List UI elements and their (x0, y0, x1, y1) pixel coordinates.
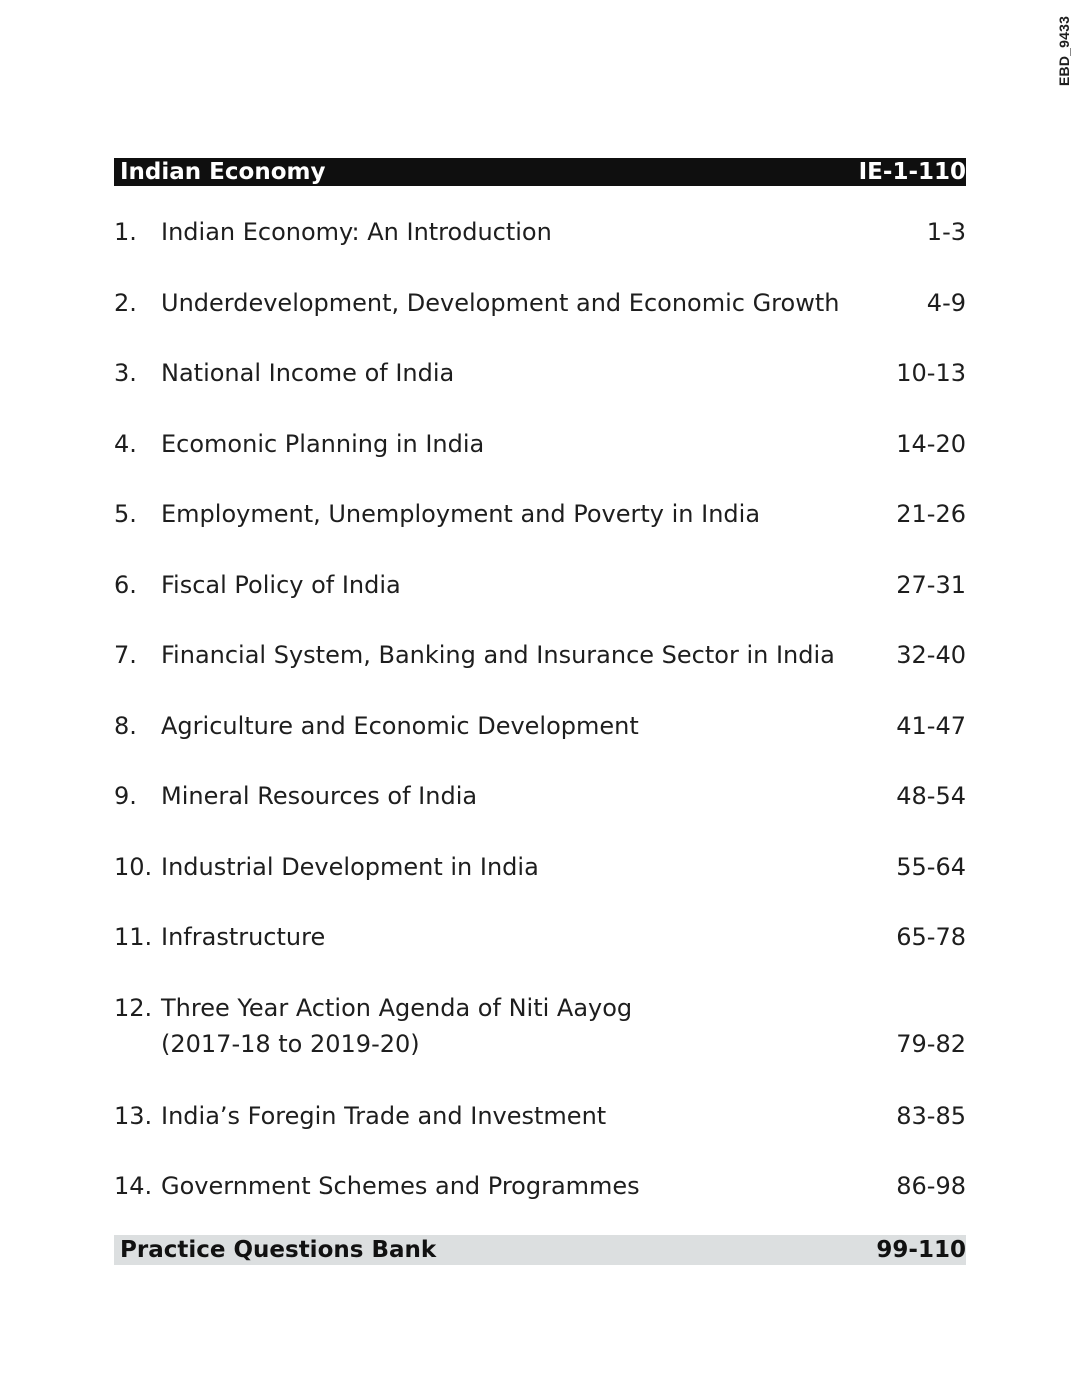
toc-entry-14[interactable] (114, 1168, 966, 1239)
table-of-contents (114, 214, 966, 1239)
section-header (114, 158, 966, 186)
chapter-pages: 14-20 (896, 429, 966, 458)
toc-entry-11[interactable] (114, 919, 966, 990)
footer-title: Practice Questions Bank (120, 1237, 437, 1263)
chapter-number: 2. (114, 288, 137, 317)
chapter-pages: 10-13 (896, 359, 966, 387)
chapter-number: 3. (114, 359, 137, 387)
chapter-number: 14. (114, 1172, 153, 1200)
toc-entry-4[interactable] (114, 426, 966, 497)
chapter-pages: 1-3 (926, 218, 966, 246)
practice-questions-bar[interactable] (114, 1235, 966, 1265)
chapter-number: 1. (114, 218, 137, 246)
section-pages: IE-1-110 (858, 159, 966, 185)
toc-entry-9[interactable] (114, 778, 966, 849)
document-code: EBD_9433 (1056, 15, 1072, 86)
chapter-title: Financial System, Banking and Insurance Sector in India (161, 641, 835, 669)
toc-entry-2[interactable] (114, 285, 966, 356)
chapter-title-line2: (2017-18 to 2019-20) (161, 1029, 420, 1058)
chapter-pages: 48-54 (896, 782, 966, 810)
chapter-number: 11. (114, 923, 153, 951)
chapter-title: National Income of India (161, 359, 455, 387)
chapter-title: Government Schemes and Programmes (161, 1172, 640, 1200)
chapter-title-block (161, 990, 966, 1062)
chapter-pages: 41-47 (896, 711, 966, 740)
chapter-number: 7. (114, 641, 137, 669)
chapter-title: Agriculture and Economic Development (161, 711, 639, 740)
toc-entry-8[interactable] (114, 708, 966, 779)
toc-entry-3[interactable] (114, 355, 966, 426)
chapter-pages: 32-40 (896, 641, 966, 669)
chapter-number: 9. (114, 782, 137, 810)
chapter-title: Underdevelopment, Development and Economic Growth (161, 288, 840, 317)
chapter-title: Infrastructure (161, 923, 326, 951)
chapter-title: Employment, Unemployment and Poverty in India (161, 500, 761, 528)
chapter-pages: 86-98 (896, 1172, 966, 1200)
toc-entry-10[interactable] (114, 849, 966, 920)
toc-entry-13[interactable] (114, 1098, 966, 1169)
chapter-title: Mineral Resources of India (161, 782, 478, 810)
chapter-title: Indian Economy: An Introduction (161, 218, 552, 246)
chapter-pages: 65-78 (896, 923, 966, 951)
toc-entry-12[interactable] (114, 990, 966, 1098)
chapter-title: Ecomonic Planning in India (161, 429, 485, 458)
chapter-title: Three Year Action Agenda of Niti Aayog (161, 993, 633, 1022)
chapter-title: Industrial Development in India (161, 852, 539, 881)
toc-entry-6[interactable] (114, 567, 966, 638)
chapter-pages: 27-31 (896, 570, 966, 599)
chapter-number: 4. (114, 429, 137, 458)
chapter-number: 5. (114, 500, 137, 528)
chapter-number: 12. (114, 993, 153, 1022)
chapter-number: 8. (114, 711, 137, 740)
chapter-title: India’s Foregin Trade and Investment (161, 1101, 607, 1130)
toc-entry-7[interactable] (114, 637, 966, 708)
toc-entry-1[interactable] (114, 214, 966, 285)
chapter-pages: 21-26 (896, 500, 966, 528)
chapter-number: 10. (114, 852, 153, 881)
chapter-title: Fiscal Policy of India (161, 570, 401, 599)
chapter-pages: 4-9 (926, 288, 966, 317)
chapter-number: 6. (114, 570, 137, 599)
chapter-pages: 79-82 (896, 1029, 966, 1058)
chapter-pages: 83-85 (896, 1101, 966, 1130)
chapter-number: 13. (114, 1101, 153, 1130)
toc-entry-5[interactable] (114, 496, 966, 567)
section-title: Indian Economy (120, 159, 326, 185)
chapter-pages: 55-64 (896, 852, 966, 881)
footer-pages: 99-110 (876, 1237, 966, 1263)
